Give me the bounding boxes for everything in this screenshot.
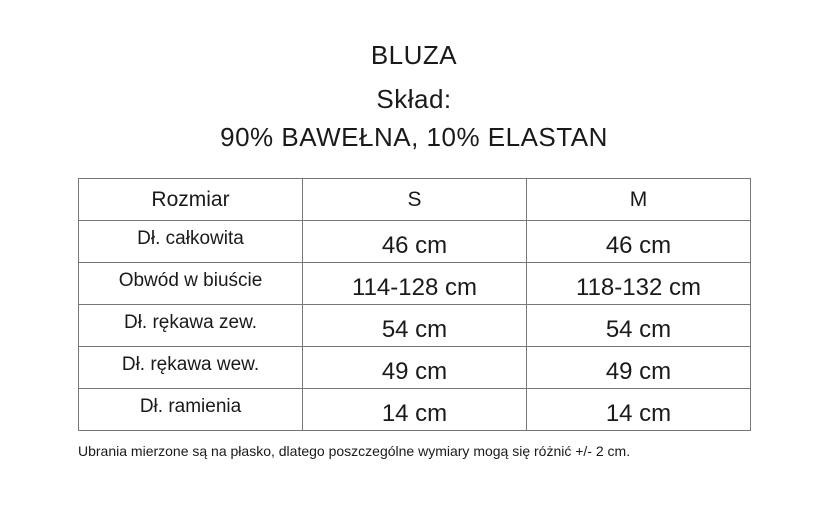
composition-label: Skład: [376, 84, 452, 114]
row-label-text: Dł. rękawa wew. [121, 353, 260, 375]
cell-m-text: 49 cm [605, 357, 672, 385]
table-row [79, 347, 751, 389]
row-label-text: Dł. ramienia [139, 395, 242, 417]
cell-s-text: 14 cm [381, 399, 448, 427]
row-label [79, 347, 303, 389]
cell-s [303, 347, 527, 389]
row-label [79, 263, 303, 305]
cell-s-text: 114-128 cm [352, 273, 477, 301]
row-label [79, 389, 303, 431]
cell-s [303, 305, 527, 347]
cell-s-text: 46 cm [381, 231, 448, 259]
measurement-note: Ubrania mierzone są na płasko, dlatego poszczególne wymiary mogą się różnić +/- 2 cm. [78, 443, 631, 459]
cell-m [527, 305, 751, 347]
table-row [79, 389, 751, 431]
row-label [79, 221, 303, 263]
table-row [79, 263, 751, 305]
cell-m-text: 14 cm [605, 399, 672, 427]
row-label-text: Dł. rękawa zew. [123, 311, 258, 333]
table-row [79, 305, 751, 347]
row-label [79, 305, 303, 347]
column-header-m: M [527, 179, 751, 221]
column-header-s: S [303, 179, 527, 221]
product-title: BLUZA [370, 40, 458, 70]
cell-s [303, 221, 527, 263]
table-row [79, 221, 751, 263]
row-label-text: Dł. całkowita [137, 227, 244, 249]
composition-value: 90% BAWEŁNA, 10% ELASTAN [220, 122, 608, 152]
row-label-text: Obwód w biuście [118, 269, 263, 291]
cell-s-text: 49 cm [381, 357, 448, 385]
cell-s-text: 54 cm [381, 315, 448, 343]
column-header-size: Rozmiar [79, 179, 303, 221]
table-header-row [79, 179, 751, 221]
cell-m-text: 46 cm [605, 231, 672, 259]
cell-m-text: 54 cm [605, 315, 672, 343]
cell-m [527, 263, 751, 305]
cell-m-text: 118-132 cm [576, 273, 701, 301]
cell-m [527, 347, 751, 389]
size-table [78, 178, 751, 431]
cell-m [527, 389, 751, 431]
cell-s [303, 389, 527, 431]
cell-s [303, 263, 527, 305]
cell-m [527, 221, 751, 263]
